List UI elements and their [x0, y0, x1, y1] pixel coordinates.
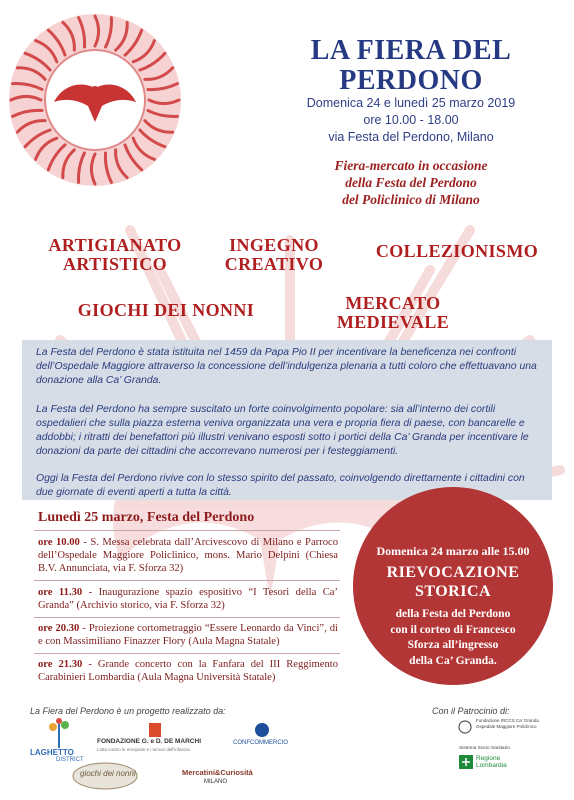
program-item [38, 586, 338, 612]
giochi-text: giochi dei nonni [80, 769, 136, 778]
event-dates: Domenica 24 e lunedì 25 marzo 2019 [306, 96, 516, 110]
policlinico-text: Fondazione IRCCS Ca’ Granda Ospedale Maggiore Policlinico [476, 718, 539, 729]
regione-line-2: Lombardia [476, 762, 507, 769]
mercatini-city: MILANO [204, 779, 228, 785]
category-ingegno-line-2: CREATIVO [224, 254, 324, 274]
program-time: ore 11.30 [38, 587, 83, 598]
circle-description [363, 607, 543, 669]
confcommercio-text: CONFCOMMERCIO [233, 740, 288, 746]
event-subtitle [282, 157, 540, 208]
regione-logo-icon [459, 755, 473, 769]
program-text: - Grande concerto con la Fanfara del III Reggimento Carabinieri Lombardia (Aula Magna Università Statale) [38, 659, 339, 683]
subtitle-line-2: della Festa del Perdono [345, 175, 477, 190]
program-time: ore 20.30 [38, 623, 80, 634]
title-line-2: PERDONO [339, 65, 483, 96]
intro-paragraph-1: La Festa del Perdono è stata istituita nel 1459 da Papa Pio II per incentivare la beneficenza nei confronti dell’Ospedale Maggiore attraverso la concessione dell’indulgenza plenaria a tutti coloro che effettuavano una donazione alla Ca’ Granda. [36, 347, 537, 386]
category-artigianato [30, 236, 200, 274]
regione-text [476, 755, 507, 769]
subtitle-line-3: del Policlinico di Milano [342, 192, 480, 207]
fondazione-logo-icon [149, 723, 161, 737]
program-divider [34, 653, 340, 654]
circle-desc-line-4: della Ca’ Granda. [409, 654, 497, 667]
circle-desc-line-3: Sforza all’ingresso [407, 639, 499, 651]
program-time: ore 10.00 [38, 537, 80, 548]
program-item [38, 658, 338, 684]
category-mercato-line-2: MEDIEVALE [336, 312, 450, 332]
laghetto-logo-icon [46, 718, 72, 748]
circle-desc-line-2: con il corteo di Francesco [390, 623, 516, 636]
circle-date: Domenica 24 marzo alle 15.00 [376, 544, 530, 558]
circle-title-line-2: STORICA [414, 583, 492, 600]
program-divider [34, 617, 340, 618]
sistema-text: Sistema Socio Sanitario [459, 746, 510, 751]
patronage-label: Con il Patrocinio di: [432, 706, 510, 716]
event-hours: ore 10.00 - 18.00 [363, 113, 459, 127]
title-line-1: LA FIERA DEL [310, 35, 512, 66]
program-time: ore 21.30 [38, 659, 83, 670]
fondazione-text: FONDAZIONE G. e D. DE MARCHI [97, 738, 202, 745]
program-item [38, 622, 338, 648]
program-text: - Proiezione cortometraggio “Essere Leonardo da Vinci”, di e con Massimiliano Finazzer Flory (Aula Magna Statale) [38, 623, 338, 647]
district-text: DISTRICT [56, 757, 84, 763]
program-divider [34, 530, 340, 531]
regione-line-1: Regione [476, 755, 501, 762]
program-divider [34, 580, 340, 581]
program-item [38, 536, 338, 575]
category-giochi: GIOCHI DEI NONNI [77, 300, 255, 320]
page-title [282, 36, 540, 96]
category-ingegno-line-1: INGEGNO [229, 235, 319, 255]
intro-paragraph-3: Oggi la Festa del Perdono rivive con lo stesso spirito del passato, coinvolgendo direttamente i cittadini con due giornate di eventi aperti a tutta la città. [36, 473, 525, 498]
program-text: - Inaugurazione spazio espositivo “I Tesori della Ca’ Granda” (Archivio storico, via F. Sforza 32) [38, 587, 338, 611]
circle-desc-line-1: della Festa del Perdono [395, 608, 511, 620]
category-mercato-line-1: MERCATO [345, 293, 441, 313]
subtitle-line-1: Fiera-mercato in occasione [334, 158, 488, 173]
program-text: - S. Messa celebrata dall’Arcivescovo di Milano e Parroco dell’Ospedale Maggiore Policlinico, mons. Mario Delpini (Chiesa B.V. Annunciata, via F. Sforza 32) [38, 537, 339, 574]
intro-paragraph-2: La Festa del Perdono ha sempre suscitato un forte coinvolgimento popolare: sia all’interno dei cortili ospedalieri che sulla piazza esterna veniva organizzata una vera e propria fiera di paese, con bancarelle e addobbi; i ritratti dei benefattori più illustri venivano esposti sotto i portici della Ca’ Granda per incentivare le donazioni da parte dei cittadini che accorrevano numerosi per i festeggiamenti. [36, 404, 529, 457]
event-address: via Festa del Perdono, Milano [328, 130, 494, 144]
circle-title [363, 563, 543, 601]
fondazione-sub: Lotta contro le emopatie e i tumori dell’infanzia [97, 747, 190, 752]
confcommercio-logo-icon [254, 722, 270, 738]
category-artigianato-line-2: ARTISTICO [63, 254, 167, 274]
policlinico-logo-icon [458, 720, 472, 734]
program-heading: Lunedì 25 marzo, Festa del Perdono [38, 510, 255, 525]
circle-title-line-1: RIEVOCAZIONE [386, 564, 520, 581]
laghetto-text: LAGHETTO [30, 748, 74, 757]
mercatini-text: Mercatini&Curiosità [182, 768, 253, 777]
category-artigianato-line-1: ARTIGIANATO [48, 235, 182, 255]
project-label: La Fiera del Perdono è un progetto realizzato da: [30, 706, 226, 716]
category-collezionismo: COLLEZIONISMO [375, 241, 539, 261]
category-mercato [318, 294, 468, 332]
category-ingegno [208, 236, 340, 274]
